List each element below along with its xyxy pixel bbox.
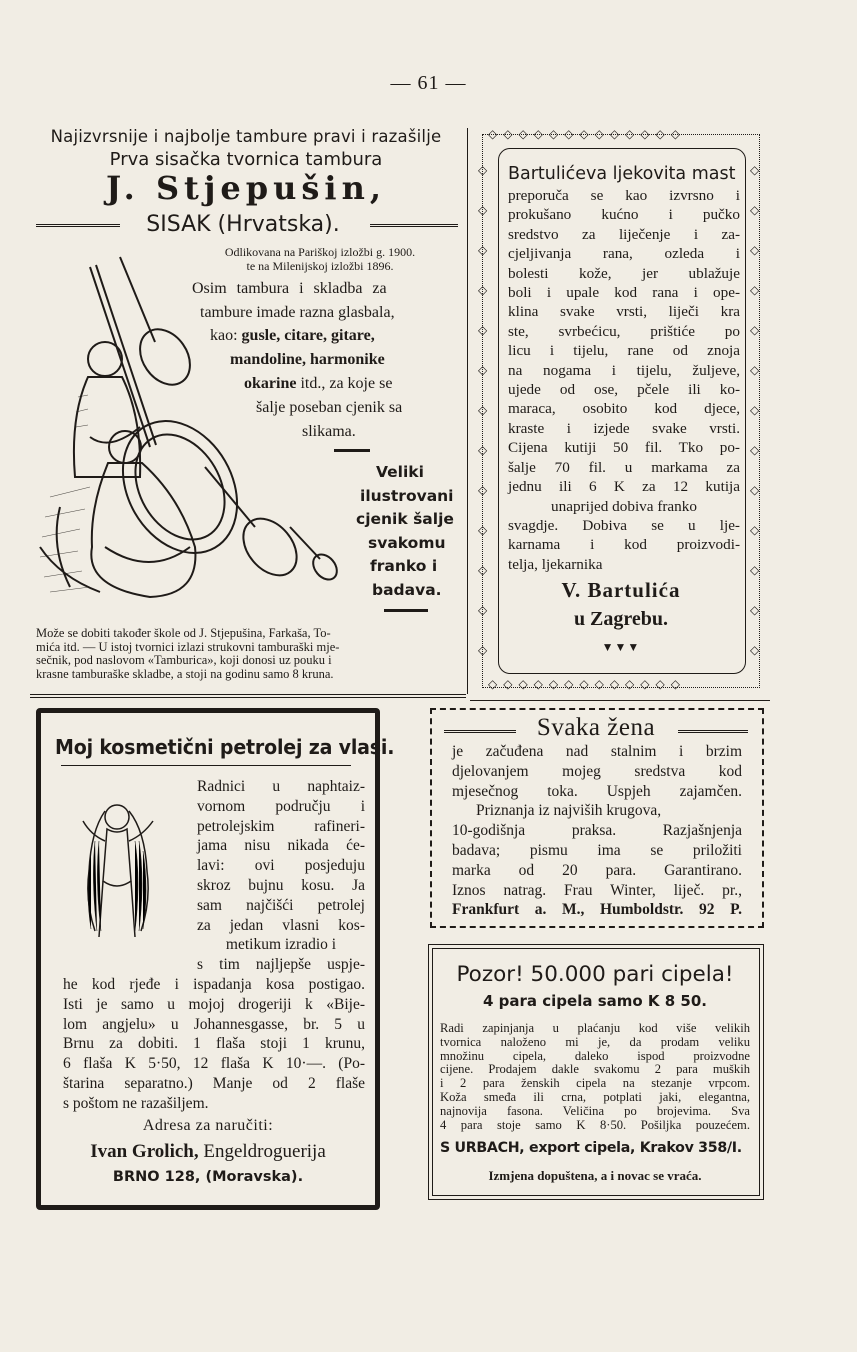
cipele-line: i 2 para ženskih cipela na stezanje vrpcom. (440, 1076, 750, 1091)
bartulic-line: Cijena kutiji 50 fil. Tko po- (508, 439, 740, 457)
bartulic-line: karnama i kod proizvodi- (508, 536, 740, 554)
petrolej-line: lavi: ovi posjeduju (197, 857, 365, 875)
petrolej-line: lom angjelu» u Johannesgasse, br. 5 u (63, 1015, 365, 1033)
zena-body (452, 742, 742, 920)
award-millennium: te na Milenijskoj izložbi 1896. (246, 259, 394, 273)
petrolej-title (55, 735, 395, 759)
catalog-offer (352, 461, 462, 602)
divider (334, 449, 370, 452)
petrolej-ad (36, 708, 395, 1210)
petrolej-line: 6 flaša K 5·50, 12 flaša K 10·—. (Po- (63, 1055, 365, 1073)
tambura-factory: Prva sisačka tvornica tambura (109, 149, 383, 170)
bartulic-city: u Zagrebu. (573, 608, 669, 630)
petrolej-line: petrolejskim rafineri- (197, 817, 365, 835)
ornament-right: ◇ ◇ ◇ ◇ ◇ ◇ ◇ ◇ ◇ ◇ ◇ ◇ ◇ (750, 163, 760, 657)
petrolej-line: Isti je samo u mojoj drogeriji k «Bije- (63, 995, 365, 1013)
petrolej-line: s tim najljepše uspje- (197, 956, 365, 974)
woman-long-hair-illustration (61, 791, 173, 939)
zena-line: Frankfurt a. M., Humboldstr. 92 P. (452, 901, 742, 919)
petrolej-narrow-text (197, 777, 365, 975)
petrolej-line: metikum izradio i (225, 936, 337, 954)
tambura-desc-6: šalje poseban cjenik sa (256, 399, 403, 416)
zena-line: badava; pismu ima se priložiti (452, 841, 742, 859)
zena-title: Svaka žena (536, 714, 656, 741)
petrolej-line: sam najčišći petrolej (197, 896, 365, 914)
catalog-line-6: badava. (372, 580, 442, 599)
cipele-line: množinu cipela, daleko ispod proizvodne (440, 1048, 750, 1063)
petrolej-line: Brnu za dobiti. 1 flaša stoji 1 krunu, (63, 1035, 365, 1053)
bartulic-line: šalje 70 fil. u markama za (508, 458, 740, 476)
award-paris: Odlikovana na Pariškoj izložbi g. 1900. (224, 245, 416, 259)
zena-line: 10-godišnja praksa. Razjašnjenja (452, 822, 742, 840)
seller-shop: Engeldroguerija (198, 1141, 326, 1162)
footer-line-3: sečnik, pod naslovom «Tamburica», koji donosi uz pouku i (36, 653, 332, 667)
section-rule (30, 697, 466, 698)
instruments-list-1: gusle, citare, gitare, (241, 327, 375, 344)
bartulic-line: preporuča se kao izvrsno i (508, 187, 740, 204)
zena-line: Iznos natrag. Frau Winter, liječ. pr., (452, 881, 742, 899)
section-rule (30, 694, 466, 695)
petrolej-line: he kod rjeđe i ispadanja kosa postigao. (63, 976, 365, 993)
catalog-line-4: svakomu (368, 533, 446, 552)
tambura-ad (30, 125, 462, 690)
cipele-note: Izmjena dopuštena, a i novac se vraća. (488, 1168, 702, 1183)
bartulic-line: sredstvo za liječenje i za- (508, 225, 740, 243)
cipele-subtitle: 4 para cipela samo K 8 50. (483, 992, 707, 1010)
section-rule (470, 700, 770, 701)
petrolej-line: za jedan vlasni kos- (197, 916, 365, 934)
instruments-list-2: mandoline, harmonike (230, 351, 385, 368)
tambura-desc-5-rest: itd., za koje se (296, 375, 393, 392)
tambura-footer (36, 627, 460, 681)
column-separator (467, 128, 468, 694)
divider (678, 730, 748, 733)
cipele-line: Koža smeđa ili crna, potplati jaki, elegantna, (440, 1089, 750, 1104)
petrolej-line: Radnici u naphtaiz- (197, 778, 365, 795)
bartulic-line: prokušano kućno i pučko (508, 206, 740, 224)
footer-line-4: krasne tamburaške skladbe, a stoji na godinu samo 8 kruna. (36, 666, 334, 681)
zena-line: djelovanjem mojeg sredstva kod (452, 762, 742, 780)
instruments-list-3: okarine (244, 375, 297, 392)
tambura-desc-3-pre: kao: (210, 327, 242, 344)
petrolej-title-text: Moj kosmetični petrolej za vlasi. (55, 735, 395, 759)
zena-line: je začuđena nad stalnim i brzim (452, 743, 742, 760)
zena-line: mjesečnog toka. Uspjeh zajamčen. (452, 782, 742, 800)
tambura-place: SISAK (Hrvatska). (146, 212, 340, 237)
cipele-body (440, 1022, 750, 1132)
zena-line: Priznanja iz najviših krugova, (476, 802, 662, 820)
bartulic-line: cjeljivanja rana, ozleda i (508, 245, 740, 263)
divider (36, 224, 120, 227)
bartulic-line: klina svake vrsti, liječi kra (508, 303, 740, 321)
bartulic-line: jednu ili 6 K za 12 kutija (508, 478, 740, 496)
bartulic-body (508, 186, 740, 574)
footer-line-1: Može se dobiti također škole od J. Stjepušina, Farkaša, To- (36, 626, 331, 640)
tambura-desc-5 (244, 374, 392, 394)
bartulic-line: maraca, osobito kod djece, (508, 400, 740, 418)
petrolej-line: s poštom ne razašiljem. (63, 1094, 209, 1112)
bartulic-mark: ▼▼▼ (601, 640, 641, 654)
bartulic-line: ste, svrbećicu, prištiće po (508, 322, 740, 340)
catalog-line-5: franko i (370, 557, 438, 575)
bartulic-line: na nogama i tijelu, žuljeve, (508, 361, 740, 379)
cipele-line: Radi zapinjanja u plaćanju kod više velikih (440, 1021, 750, 1035)
petrolej-seller (41, 1141, 375, 1163)
catalog-line-3: cjenik šalje (356, 510, 454, 528)
bartulic-line: telja, ljekarnika (508, 555, 603, 573)
tambura-desc-2: tambure imade razna glasbala, (200, 304, 395, 321)
bartulic-ad (478, 127, 763, 692)
ornament-top: ◇◇◇◇◇◇◇◇◇◇◇◇◇ (488, 127, 686, 141)
bartulic-line: licu i tijelu, rane od znoja (508, 342, 740, 360)
petrolej-line: jama nisu nikada će- (197, 837, 365, 855)
tambura-desc-1: Osim tambura i skladba za (192, 280, 387, 297)
bartulic-line: ujede od ose, pčele ili ko- (508, 381, 740, 399)
tambura-desc-7: slikama. (302, 423, 356, 440)
title-underline (61, 765, 351, 766)
catalog-line-1: Veliki (376, 463, 424, 481)
petrolej-line: štarina separatno.) Manje od 2 flaše (63, 1074, 365, 1092)
page-number: — 61 — (390, 72, 467, 94)
tambura-intro: Najizvrsnije i najbolje tambure pravi i razašilje (50, 127, 442, 146)
cipele-line: cijene. Prodajem dakle svakomu 2 para muških (440, 1062, 750, 1077)
zena-line: marka od 20 para. Garantirano. (452, 861, 742, 879)
bartulic-line: unaprijed dobiva franko (551, 497, 697, 515)
petrolej-wide-text (63, 975, 365, 1114)
divider (444, 730, 516, 733)
bartulic-line: svagdje. Dobiva se u lje- (508, 516, 740, 534)
cipele-line: 4 para stoje samo K 8·50. Pošiljka pouzećem. (440, 1117, 750, 1132)
bartulic-line: kraste i izjede svake vrsti. (508, 419, 740, 437)
seller-name: Ivan Grolich, (90, 1141, 199, 1162)
cipele-line: najnovija fasona. Veličina po brojevima. Sva (440, 1103, 750, 1118)
divider (370, 224, 458, 227)
catalog-line-2: ilustrovani (360, 486, 454, 505)
bartulic-line: boli i upale kod rana i ope- (508, 284, 740, 302)
cipele-title: Pozor! 50.000 pari cipela! (456, 962, 734, 987)
bartulic-signature: V. Bartulića (561, 578, 681, 602)
tambura-desc-4 (230, 350, 385, 370)
petrolej-line: skroz bujnu kosu. Ja (197, 876, 365, 894)
petrolej-line: vornom području i (197, 797, 365, 815)
cipele-ad (428, 944, 764, 1200)
footer-line-2: mića itd. — U istoj tvornici izlazi strukovni tamburaški mje- (36, 639, 340, 654)
cipele-seller: S URBACH, export cipela, Krakov 358/I. (440, 1140, 742, 1156)
tambura-desc-3 (210, 326, 375, 346)
zena-ad (430, 708, 762, 926)
ornament-bottom: ◇◇◇◇◇◇◇◇◇◇◇◇◇ (488, 677, 686, 691)
bartulic-line: bolesti kože, jer ublažuje (508, 264, 740, 282)
bartulic-title: Bartulićeva ljekovita mast (508, 164, 736, 184)
ornament-left: ◇ ◇ ◇ ◇ ◇ ◇ ◇ ◇ ◇ ◇ ◇ ◇ ◇ (478, 163, 488, 657)
petrolej-address-label: Adresa za naručiti: (142, 1117, 274, 1134)
petrolej-city: BRNO 128, (Moravska). (112, 1169, 304, 1185)
cipele-line: tvornica naloženo mi je, da prodam veliku (440, 1034, 750, 1049)
tambura-maker: J. Stjepušin, (106, 169, 386, 207)
divider (384, 609, 428, 612)
